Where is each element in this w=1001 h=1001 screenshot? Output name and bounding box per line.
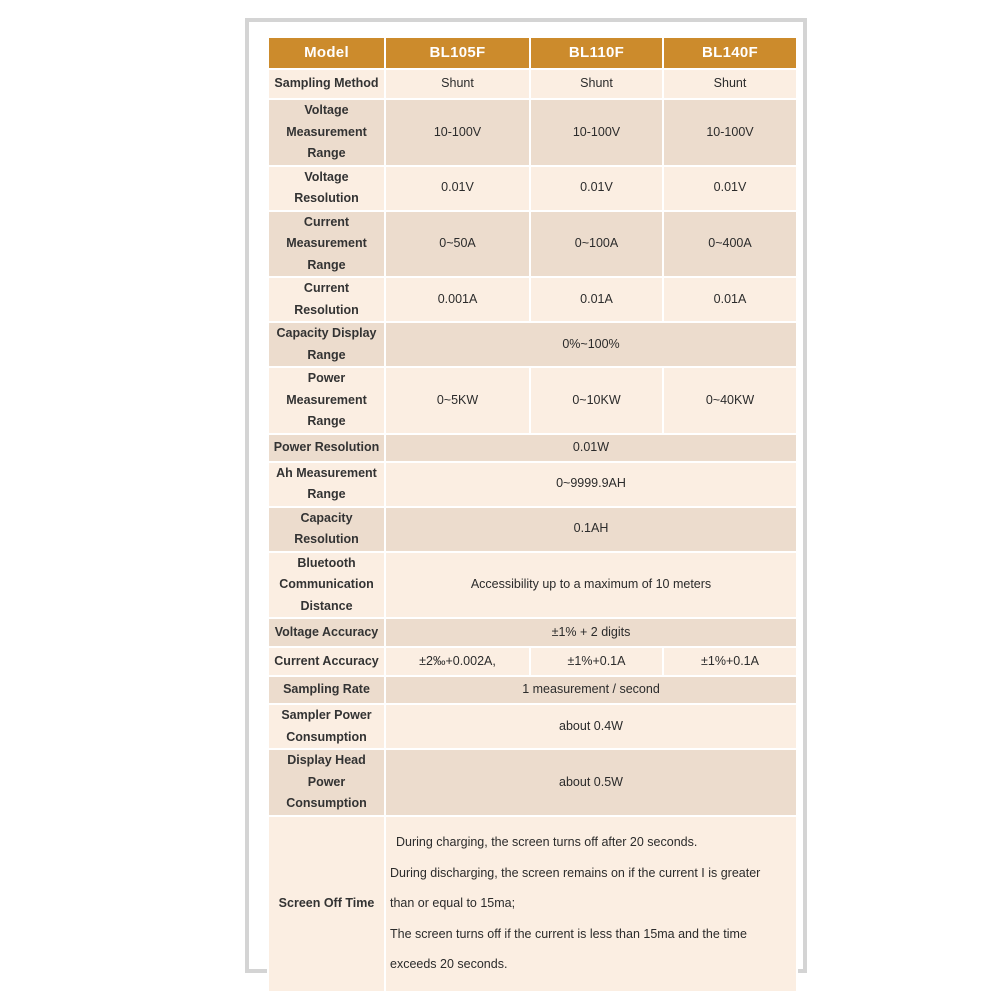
description-line: During charging, the screen turns off after 20 seconds. xyxy=(396,835,698,850)
cell-bl105f: 0~50A xyxy=(385,211,530,278)
cell-bl110f: ±1%+0.1A xyxy=(530,647,663,676)
cell-bl140f: ±1%+0.1A xyxy=(663,647,797,676)
row-label: Power Resolution xyxy=(268,434,385,462)
row-current-accuracy xyxy=(268,647,797,676)
cell-all-models: about 0.4W xyxy=(385,704,797,749)
cell-bl140f: Shunt xyxy=(663,69,797,99)
cell-all-models: 1 measurement / second xyxy=(385,676,797,704)
row-label: Voltage Accuracy xyxy=(268,618,385,647)
cell-bl110f: 0~100A xyxy=(530,211,663,278)
row-label: Bluetooth Communication Distance xyxy=(268,552,385,619)
row-sampler-power xyxy=(268,704,797,749)
cell-bl140f: 0~40KW xyxy=(663,367,797,434)
row-label: Capacity Display Range xyxy=(268,322,385,367)
cell-all-models: about 0.5W xyxy=(385,749,797,816)
row-display-power xyxy=(268,749,797,816)
row-label: Display Head Power Consumption xyxy=(268,749,385,816)
row-sampling-method xyxy=(268,69,797,99)
row-label: Voltage Resolution xyxy=(268,166,385,211)
cell-bl110f: 0.01V xyxy=(530,166,663,211)
cell-bl110f: Shunt xyxy=(530,69,663,99)
cell-bl105f: 0.001A xyxy=(385,277,530,322)
row-label: Sampler Power Consumption xyxy=(268,704,385,749)
cell-bl105f: ±2‰+0.002A, xyxy=(385,647,530,676)
row-label: Current Accuracy xyxy=(268,647,385,676)
row-voltage-accuracy xyxy=(268,618,797,647)
cell-bl110f: 0~10KW xyxy=(530,367,663,434)
row-capacity-display-range xyxy=(268,322,797,367)
row-power-resolution xyxy=(268,434,797,462)
row-label: Sampling Method xyxy=(268,69,385,99)
row-screen-off-time xyxy=(268,816,797,992)
cell-all-models: 0.1AH xyxy=(385,507,797,552)
row-current-range xyxy=(268,211,797,278)
cell-all-models: 0%~100% xyxy=(385,322,797,367)
cell-bl110f: 10-100V xyxy=(530,99,663,166)
cell-bl105f: 0.01V xyxy=(385,166,530,211)
row-current-resolution xyxy=(268,277,797,322)
row-label: Current Resolution xyxy=(268,277,385,322)
spec-table xyxy=(267,36,798,993)
row-ah-range xyxy=(268,462,797,507)
screen-off-description xyxy=(385,816,797,992)
row-sampling-rate xyxy=(268,676,797,704)
spec-image-frame xyxy=(245,18,807,973)
cell-bl110f: 0.01A xyxy=(530,277,663,322)
row-label: Sampling Rate xyxy=(268,676,385,704)
cell-all-models: Accessibility up to a maximum of 10 meters xyxy=(385,552,797,619)
cell-bl105f: Shunt xyxy=(385,69,530,99)
row-label: Power Measurement Range xyxy=(268,367,385,434)
row-label: Capacity Resolution xyxy=(268,507,385,552)
row-voltage-resolution xyxy=(268,166,797,211)
description-line: than or equal to 15ma; xyxy=(390,896,516,911)
row-capacity-resolution xyxy=(268,507,797,552)
row-voltage-range xyxy=(268,99,797,166)
row-label: Current Measurement Range xyxy=(268,211,385,278)
cell-all-models: 0.01W xyxy=(385,434,797,462)
description-line: During discharging, the screen remains on if the current I is greater xyxy=(390,865,761,880)
description-line: exceeds 20 seconds. xyxy=(390,957,508,972)
row-label: Voltage Measurement Range xyxy=(268,99,385,166)
model-header-bl105f: BL105F xyxy=(385,37,530,69)
header-row xyxy=(268,37,797,69)
cell-bl140f: 0~400A xyxy=(663,211,797,278)
cell-all-models: ±1% + 2 digits xyxy=(385,618,797,647)
cell-bl140f: 10-100V xyxy=(663,99,797,166)
row-bluetooth-distance xyxy=(268,552,797,619)
cell-all-models: 0~9999.9AH xyxy=(385,462,797,507)
model-header-label: Model xyxy=(268,37,385,69)
cell-bl105f: 10-100V xyxy=(385,99,530,166)
cell-bl140f: 0.01V xyxy=(663,166,797,211)
model-header-bl140f: BL140F xyxy=(663,37,797,69)
row-label: Screen Off Time xyxy=(268,816,385,992)
row-power-range xyxy=(268,367,797,434)
cell-bl105f: 0~5KW xyxy=(385,367,530,434)
cell-bl140f: 0.01A xyxy=(663,277,797,322)
model-header-bl110f: BL110F xyxy=(530,37,663,69)
description-line: The screen turns off if the current is less than 15ma and the time xyxy=(390,926,747,941)
row-label: Ah Measurement Range xyxy=(268,462,385,507)
